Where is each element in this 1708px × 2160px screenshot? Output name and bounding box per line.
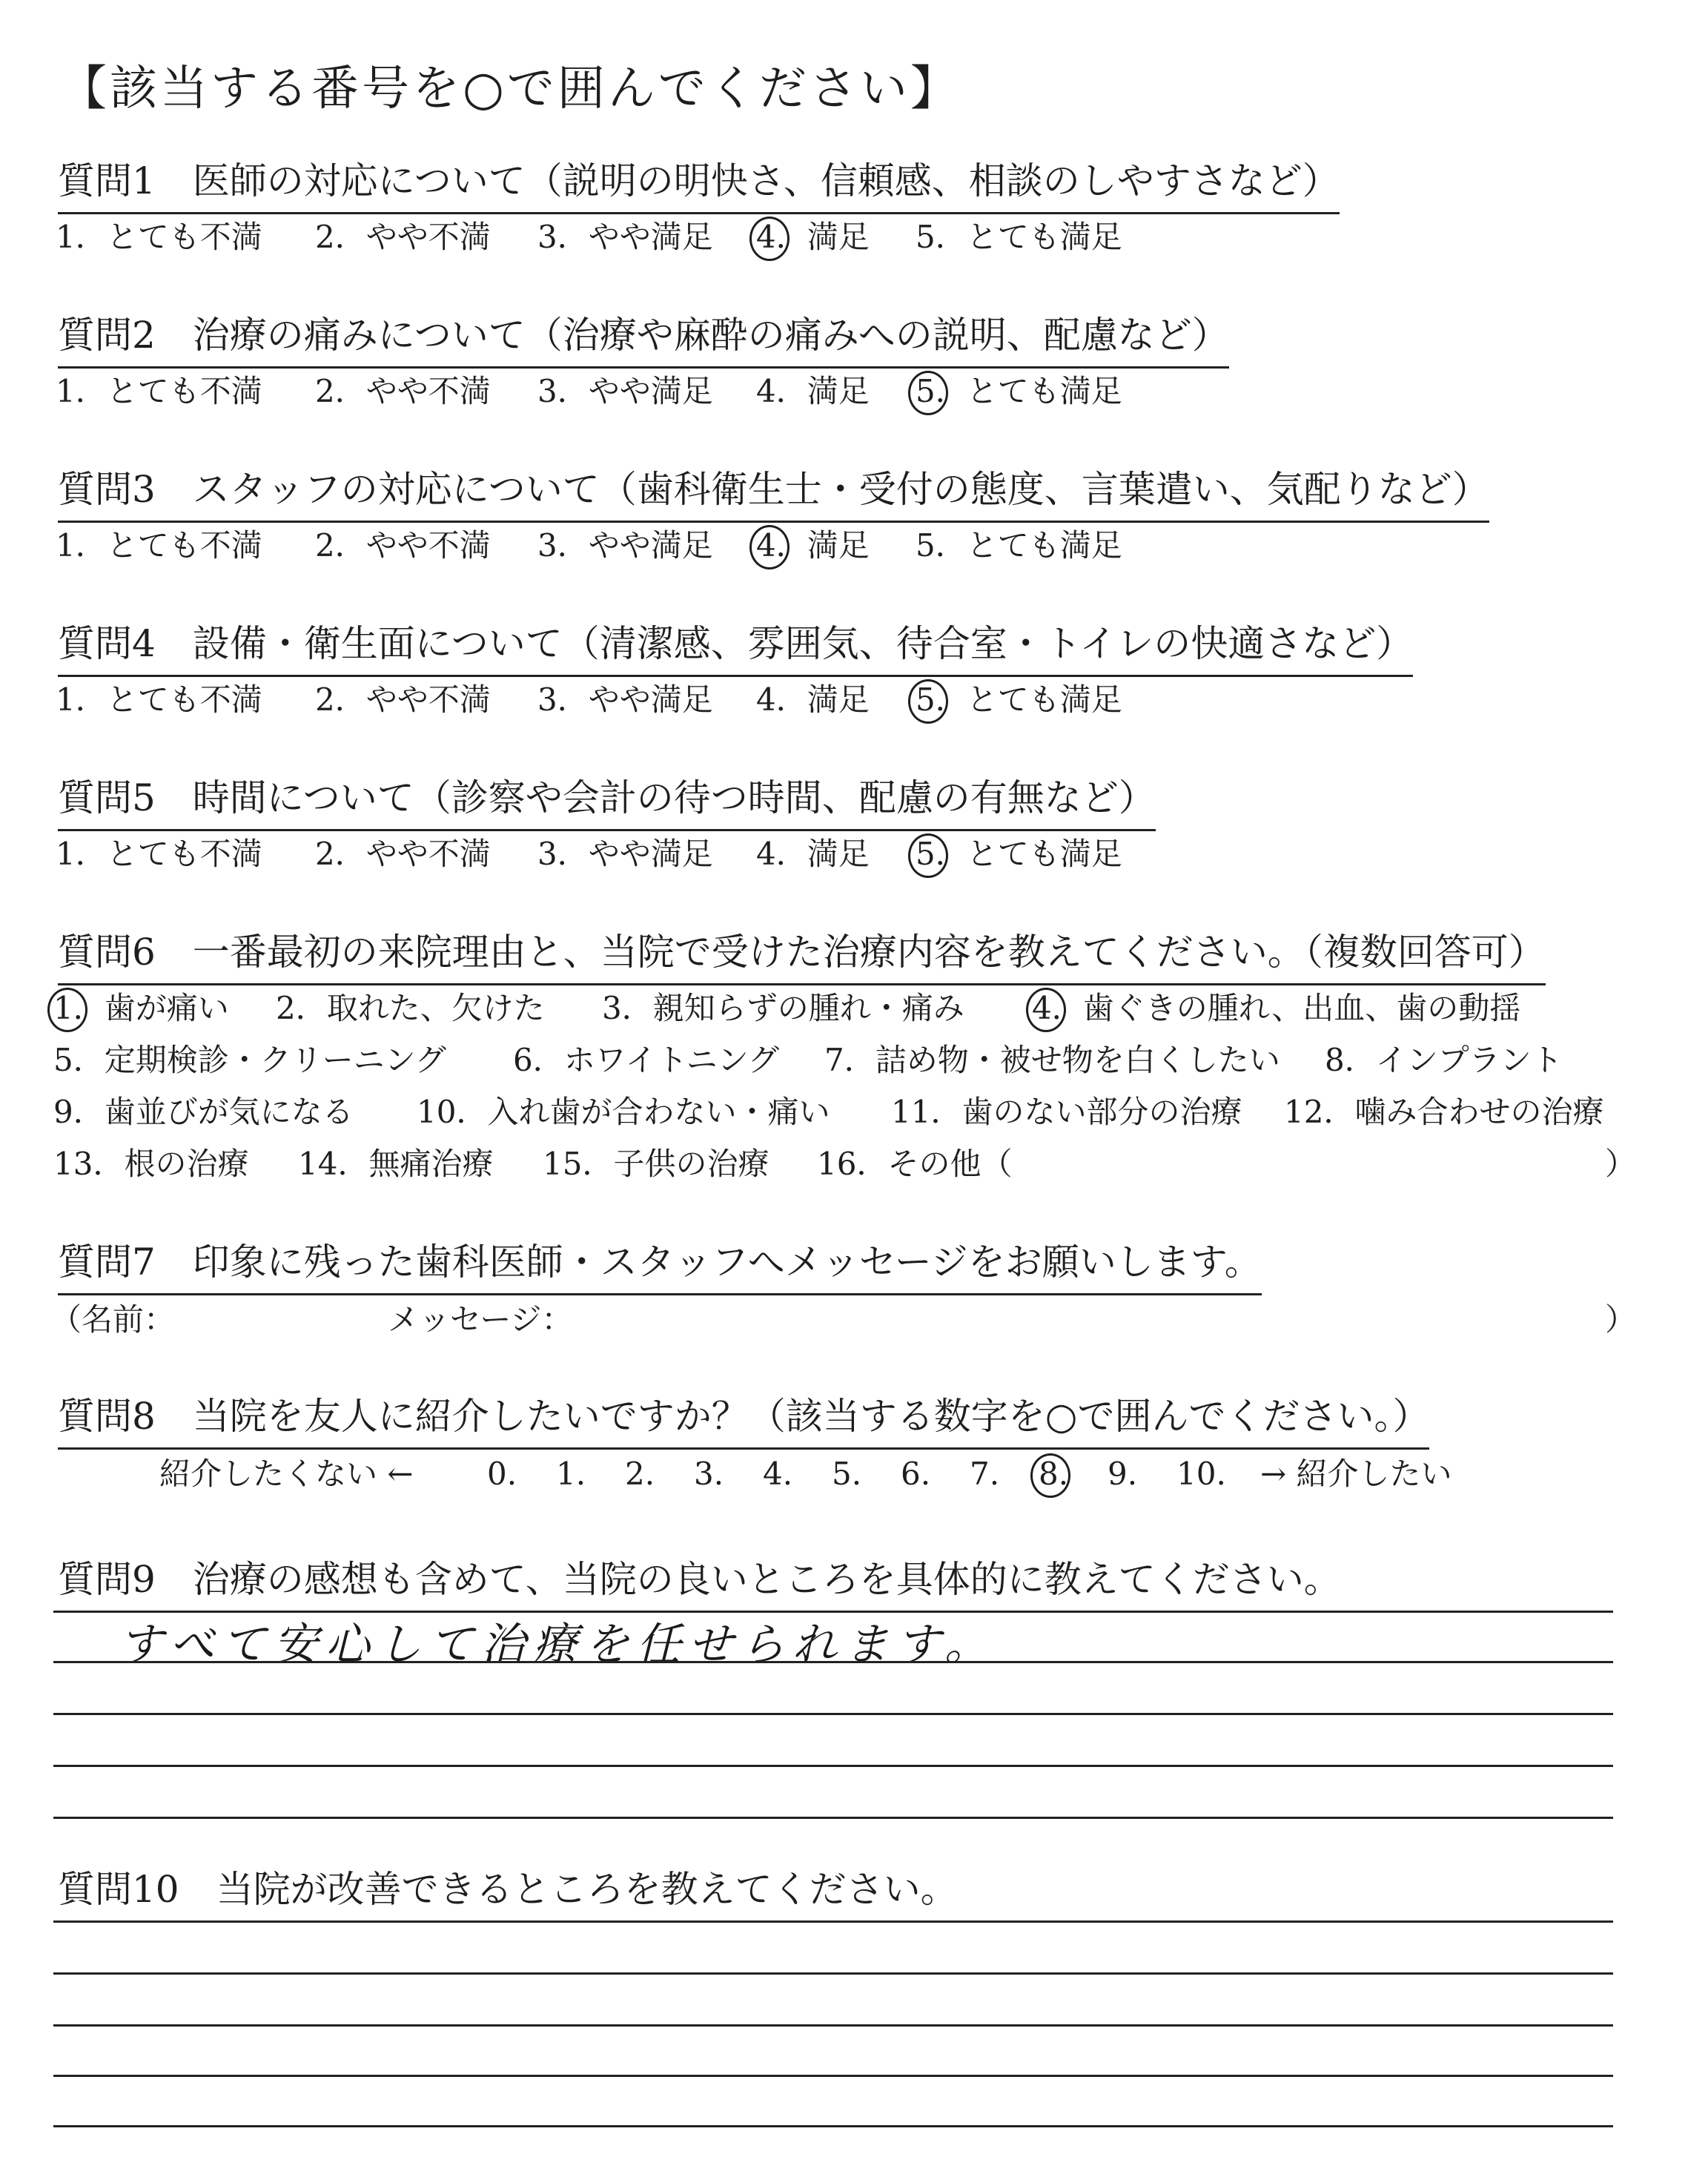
option-3[interactable]: 3．親知らずの腫れ・痛み [602,990,964,1026]
option-4[interactable]: 4．満足 [756,219,870,255]
not-recommend-label: 紹介したくない ← [159,1456,414,1492]
selection-circle [749,525,790,569]
scale-9[interactable]: 9. [1108,1456,1138,1492]
selection-circle [908,371,948,415]
question-5-heading: 質問5 時間について（診察や会計の待つ時間、配慮の有無など） [58,774,1156,831]
selection-circle [749,217,790,261]
option-5[interactable]: 5．とても満足 [916,219,1122,255]
scale-7[interactable]: 7. [970,1456,1000,1492]
option-14[interactable]: 14．無痛治療 [298,1146,494,1182]
option-4[interactable]: 4．満足 [756,373,870,409]
answer-line [53,1713,1613,1715]
other-close-paren: ） [1605,1146,1637,1182]
question-2-heading: 質問2 治療の痛みについて（治療や麻酔の痛みへの説明、配慮など） [58,311,1229,369]
option-3[interactable]: 3．やや満足 [537,219,713,255]
option-2[interactable]: 2．取れた、欠けた [276,990,545,1026]
option-5[interactable]: 5．とても満足 [916,527,1122,564]
option-13[interactable]: 13．根の治療 [53,1146,249,1182]
selection-circle [47,988,87,1032]
option-3[interactable]: 3．やや満足 [537,527,713,564]
option-9[interactable]: 9．歯並びが気になる [53,1094,354,1130]
question-9-heading: 質問9 治療の感想も含めて、当院の良いところを具体的に教えてください。 [58,1558,1341,1601]
selection-circle [1030,1453,1070,1498]
option-1[interactable]: 1．とても不満 [56,527,262,564]
option-3[interactable]: 3．やや満足 [537,681,713,718]
option-5[interactable]: 5．定期検診・クリーニング [53,1042,446,1078]
scale-2[interactable]: 2. [625,1456,655,1492]
option-2[interactable]: 2．やや不満 [315,219,491,255]
page-title: 【該当する番号を○で囲んでください】 [59,62,961,116]
option-11[interactable]: 11．歯のない部分の治療 [891,1094,1242,1130]
question-4-heading: 質問4 設備・衛生面について（清潔感、雰囲気、待合室・トイレの快適さなど） [58,620,1413,677]
option-2[interactable]: 2．やや不満 [315,681,491,718]
option-10[interactable]: 10．入れ歯が合わない・痛い [417,1094,830,1130]
option-15[interactable]: 15．子供の治療 [543,1146,769,1182]
answer-line [53,1661,1613,1663]
option-5[interactable]: 5．とても満足 [916,373,1122,409]
message-label: メッセージ： [388,1301,573,1338]
question-1-heading: 質問1 医師の対応について（説明の明快さ、信頼感、相談のしやすさなど） [58,157,1340,214]
option-12[interactable]: 12．噛み合わせの治療 [1284,1094,1604,1130]
answer-line [53,1817,1613,1819]
question-8-heading: 質問8 当院を友人に紹介したいですか？（該当する数字を○で囲んでください。） [58,1393,1429,1450]
option-2[interactable]: 2．やや不満 [315,836,491,872]
option-6[interactable]: 6．ホワイトニング [513,1042,779,1078]
option-4[interactable]: 4．満足 [756,836,870,872]
answer-line [53,2075,1613,2077]
message-close-paren: ） [1605,1301,1637,1338]
answer-line [53,2125,1613,2127]
option-1[interactable]: 1．歯が痛い [53,990,229,1026]
answer-line [53,1920,1613,1923]
option-2[interactable]: 2．やや不満 [315,527,491,564]
selection-circle [1026,988,1066,1032]
option-1[interactable]: 1．とても不満 [56,219,262,255]
name-label: （名前： [50,1301,176,1338]
option-2[interactable]: 2．やや不満 [315,373,491,409]
option-3[interactable]: 3．やや満足 [537,836,713,872]
scale-10[interactable]: 10. [1176,1456,1226,1492]
option-1[interactable]: 1．とても不満 [56,681,262,718]
answer-line [53,1765,1613,1767]
option-16[interactable]: 16．その他（ [817,1146,1013,1182]
recommend-label: → 紹介したい [1260,1456,1452,1492]
option-3[interactable]: 3．やや満足 [537,373,713,409]
scale-8[interactable]: 8. [1039,1456,1069,1492]
question-10-heading: 質問10 当院が改善できるところを教えてください。 [58,1868,958,1911]
option-4[interactable]: 4．満足 [756,681,870,718]
option-5[interactable]: 5．とても満足 [916,681,1122,718]
handwritten-answer: すべて安心して治療を任せられます。 [119,1619,996,1671]
scale-6[interactable]: 6. [901,1456,931,1492]
option-8[interactable]: 8．インプラント [1325,1042,1563,1078]
answer-line [53,2024,1613,2027]
option-4[interactable]: 4．歯ぐきの腫れ、出血、歯の動揺 [1032,990,1521,1026]
question-3-heading: 質問3 スタッフの対応について（歯科衛生士・受付の態度、言葉遣い、気配りなど） [58,466,1489,523]
option-1[interactable]: 1．とても不満 [56,373,262,409]
selection-circle [908,679,948,724]
option-4[interactable]: 4．満足 [756,527,870,564]
option-7[interactable]: 7．詰め物・被せ物を白くしたい [824,1042,1280,1078]
option-5[interactable]: 5．とても満足 [916,836,1122,872]
scale-4[interactable]: 4. [763,1456,793,1492]
scale-3[interactable]: 3. [694,1456,724,1492]
scale-0[interactable]: 0. [487,1456,517,1492]
selection-circle [908,833,948,878]
scale-5[interactable]: 5. [832,1456,862,1492]
option-1[interactable]: 1．とても不満 [56,836,262,872]
scale-1[interactable]: 1. [556,1456,586,1492]
question-7-heading: 質問7 印象に残った歯科医師・スタッフへメッセージをお願いします。 [58,1238,1262,1295]
question-6-heading: 質問6 一番最初の来院理由と、当院で受けた治療内容を教えてください。（複数回答可） [58,928,1546,985]
answer-line [53,1972,1613,1975]
